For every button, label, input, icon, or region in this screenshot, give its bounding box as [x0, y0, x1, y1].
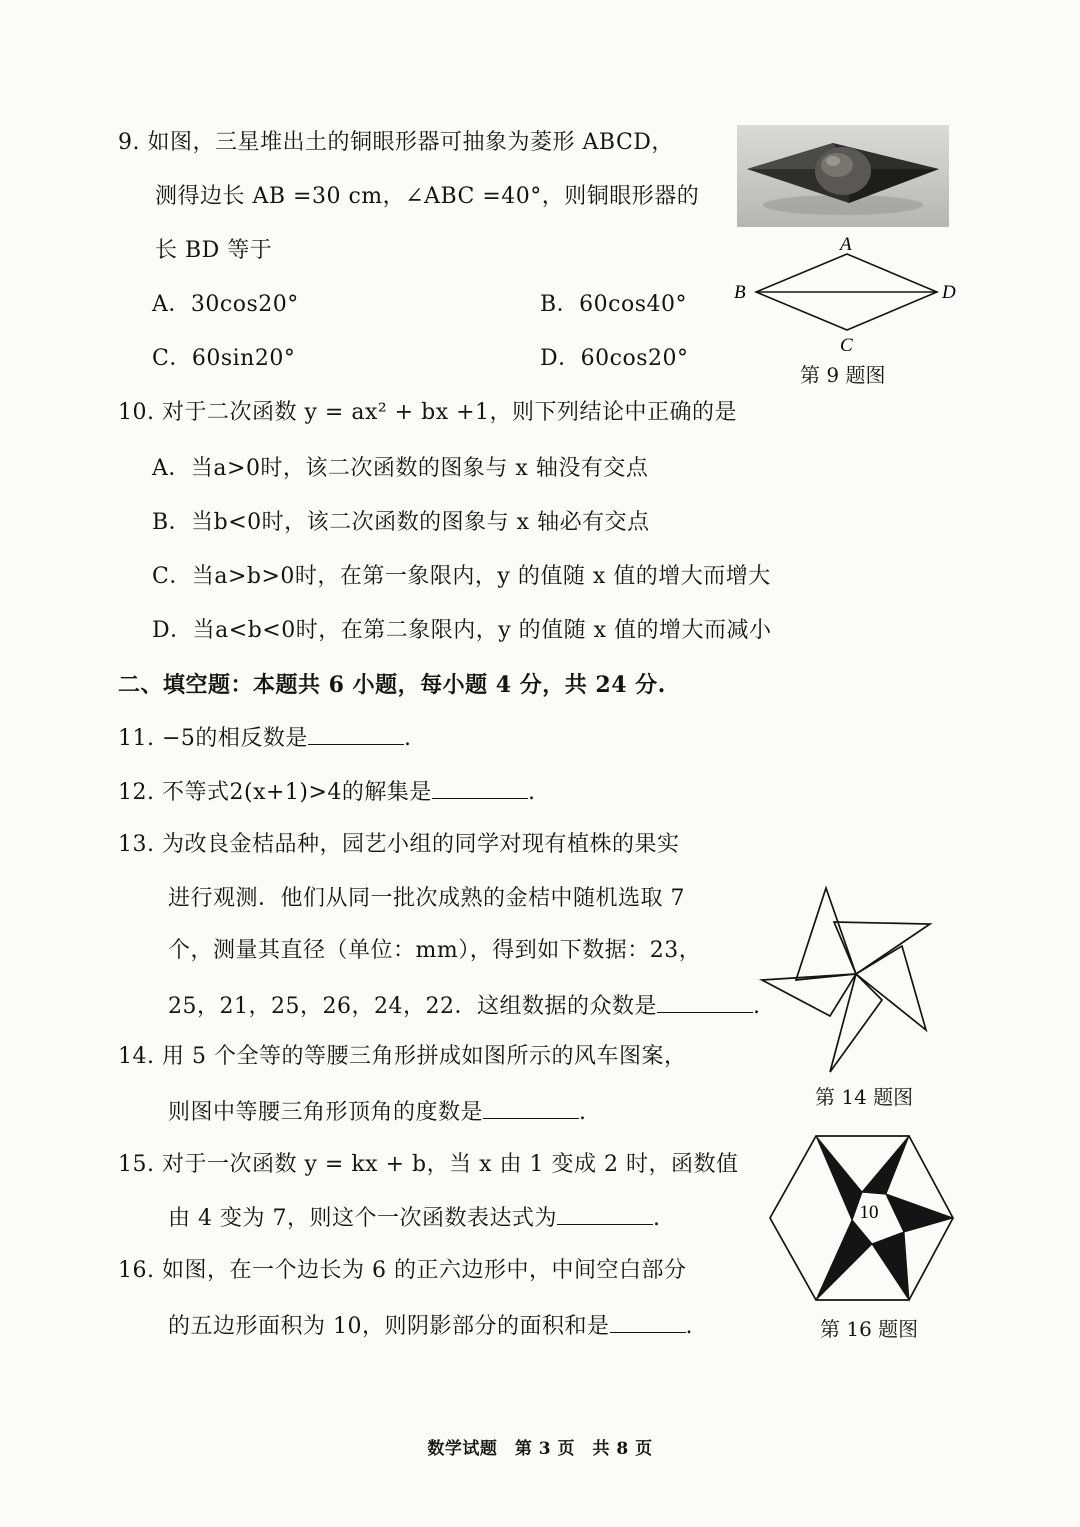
vertex-label-c: C [840, 335, 853, 356]
q15-line2 [168, 1202, 660, 1234]
q16-hexagon-figure [766, 1132, 956, 1306]
q14-text-2: 则图中等腰三角形顶角的度数是 [168, 1100, 484, 1125]
q11-number: 11. [118, 726, 155, 751]
q13-text-4: 25，21，25，26，24，22．这组数据的众数是 [168, 994, 657, 1019]
q16-end: . [685, 1314, 693, 1339]
q11-text: −5的相反数是 [162, 726, 308, 751]
q14-end: . [579, 1100, 587, 1125]
q16-line2 [168, 1310, 693, 1342]
q14-answer-blank[interactable] [483, 1096, 579, 1119]
section-2-heading: 二、填空题：本题共 6 小题，每小题 4 分，共 24 分. [118, 672, 666, 698]
q12-answer-blank[interactable] [432, 776, 528, 799]
q14-line1 [118, 1042, 687, 1072]
q14-number: 14. [118, 1044, 155, 1069]
q16-answer-blank[interactable] [610, 1310, 686, 1333]
q16-text-2: 的五边形面积为 10，则阴影部分的面积和是 [168, 1314, 610, 1339]
q13-line1 [118, 830, 680, 860]
q12-text: 不等式2(x+1)>4的解集是 [162, 780, 432, 805]
vertex-label-d: D [942, 282, 956, 303]
q11-line [118, 722, 411, 754]
q13-line4 [168, 990, 760, 1022]
q9-text-1: 如图，三星堆出土的铜眼形器可抽象为菱形 ABCD， [147, 130, 674, 155]
pinwheel-triangle-1 [796, 888, 856, 980]
q14-text-1: 用 5 个全等的等腰三角形拼成如图所示的风车图案， [162, 1044, 687, 1069]
q16-text-1: 如图，在一个边长为 6 的正六边形中，中间空白部分 [162, 1258, 687, 1283]
q16-line1 [118, 1256, 687, 1286]
q15-end: . [652, 1206, 661, 1231]
q13-line2: 进行观测．他们从同一批次成熟的金桔中随机选取 7 [168, 886, 685, 911]
page-footer: 数学试题 第 3 页 共 8 页 [427, 1439, 653, 1459]
pinwheel-triangle-2 [834, 922, 930, 974]
q14-pinwheel-figure [756, 882, 940, 1076]
bronze-eye-artifact-photo [737, 125, 949, 227]
q15-line1 [118, 1150, 738, 1180]
q14-line2 [168, 1096, 587, 1128]
q9-line1 [118, 128, 674, 158]
q15-text-2: 由 4 变为 7，则这个一次函数表达式为 [168, 1206, 557, 1231]
pinwheel-triangle-3 [856, 946, 926, 1030]
q15-number: 15. [118, 1152, 155, 1177]
q12-number: 12. [118, 780, 155, 805]
q16-figure-caption: 第 16 题图 [820, 1317, 919, 1341]
q9-option-b: B．60cos40° [540, 292, 688, 317]
q13-answer-blank[interactable] [657, 990, 753, 1013]
q13-line3: 个，测量其直径（单位：mm），得到如下数据：23， [168, 938, 702, 963]
q9-line3: 长 BD 等于 [155, 238, 273, 263]
vertex-label-b: B [734, 282, 746, 303]
q9-option-a: A．30cos20° [152, 292, 299, 317]
q12-line [118, 776, 535, 808]
vertex-label-a: A [840, 234, 852, 255]
q10-option-d: D．当a<b<0时，在第二象限内，y 的值随 x 值的增大而减小 [152, 618, 772, 643]
q13-number: 13. [118, 832, 155, 857]
artifact-illustration [737, 125, 949, 227]
q10-stem: 对于二次函数 y = ax² + bx +1，则下列结论中正确的是 [162, 400, 738, 425]
q11-end: . [403, 726, 412, 751]
q10-option-a: A．当a>0时，该二次函数的图象与 x 轴没有交点 [152, 456, 649, 481]
q9-option-d: D．60cos20° [540, 346, 689, 371]
q10-stem-line [118, 398, 737, 428]
q12-end: . [527, 780, 536, 805]
q9-rhombus-figure [726, 230, 966, 358]
q13-text-1: 为改良金桔品种，园艺小组的同学对现有植株的果实 [162, 832, 680, 857]
q9-figure-caption: 第 9 题图 [800, 363, 886, 387]
pentagon-area-label: 10 [859, 1202, 879, 1223]
q10-option-b: B．当b<0时，该二次函数的图象与 x 轴必有交点 [152, 510, 650, 535]
q11-answer-blank[interactable] [308, 722, 404, 745]
q15-answer-blank[interactable] [557, 1202, 653, 1225]
q9-line2: 测得边长 AB =30 cm，∠ABC =40°，则铜眼形器的 [155, 184, 700, 209]
pinwheel-triangle-5 [762, 974, 856, 1016]
q9-number: 9. [118, 130, 140, 155]
q10-option-c: C．当a>b>0时，在第一象限内，y 的值随 x 值的增大而增大 [152, 564, 771, 589]
q9-option-c: C．60sin20° [152, 346, 296, 371]
q16-number: 16. [118, 1258, 155, 1283]
q10-number: 10. [118, 400, 155, 425]
q14-figure-caption: 第 14 题图 [815, 1085, 914, 1109]
q15-text-1: 对于一次函数 y = kx + b，当 x 由 1 变成 2 时，函数值 [162, 1152, 739, 1177]
q13-end: . [752, 994, 761, 1019]
